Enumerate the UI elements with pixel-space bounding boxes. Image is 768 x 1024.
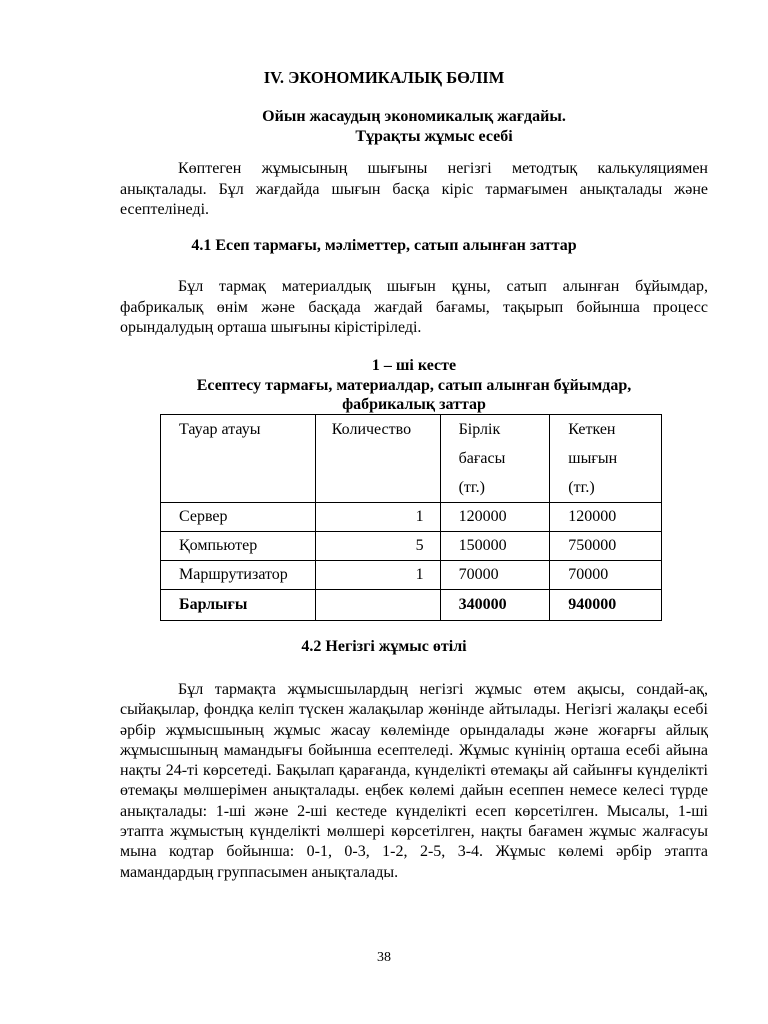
header-qty: Количество [315,415,440,503]
table-caption-title-line1: Есептесу тармағы, материалдар, сатып алынған бұйымдар, [196,377,632,394]
table-row [161,532,662,561]
cell-spent: 70000 [550,561,662,590]
cell-spent: 750000 [550,532,662,561]
subheading-line2: Тұрақты жұмыс есебі [355,128,513,145]
paragraph-materials: Бұл тармақ материалдық шығын құны, сатып алынған бұйымдар, фабрикалық өнім және басқада жағдай бағамы, тақырып бойынша процесс орындалудың орташа шығыны кірістіріледі. [120,278,708,336]
section-title-4-1: 4.1 Есеп тармағы, мәліметтер, сатып алынған заттар [191,237,577,254]
cell-spent: 120000 [550,503,662,532]
total-spent: 940000 [550,590,662,621]
cell-unit-price: 120000 [440,503,550,532]
cell-name: Сервер [161,503,316,532]
table-caption-title-line2: фабрикалық заттар [342,396,486,413]
header-spent: Кеткен шығын (тг.) [550,415,662,503]
cell-qty: 5 [315,532,440,561]
table-row [161,503,662,532]
cell-name: Қомпьютер [161,532,316,561]
table-header-row [161,415,662,503]
cell-qty: 1 [315,561,440,590]
total-unit-price: 340000 [440,590,550,621]
section-title-4-2: 4.2 Негізгі жұмыс өтілі [301,638,467,655]
table-caption-number: 1 – ші кесте [371,357,457,374]
cell-unit-price: 150000 [440,532,550,561]
subheading-line1: Ойын жасаудың экономикалық жағдайы. [262,108,566,125]
total-qty [315,590,440,621]
paragraph-intro: Көптеген жұмысының шығыны негізгі методтық калькуляциямен анықталады. Бұл жағдайда шығын басқа кіріс тармағымен анықталады және есептелінеді. [120,160,708,218]
cell-name: Маршрутизатор [161,561,316,590]
paragraph-salary: Бұл тармақта жұмысшылардың негізгі жұмыс өтем ақысы, сондай-ақ, сыйақылар, фондқа келіп түскен жалақылар жөнінде айтылады. Негізгі жалақы есебі әрбір жұмысшының жұмыс жасау көлемінде орындалады және жоғарғы айлық жұмысшының мамандығы бойынша есептеледі. Жұмыс күнінің орташа есебі айына нақты 24-ті көрсетеді. Бақылап қарағанда, күнделікті өтемақы ай сайынғы күнделікті өтемақы мөлшерімен анықталады. еңбек көлемі дайын есеппен немесе келесі түрде анықталады: 1-ші және 2-ші кестеде күнделікті есеп көрсетілген. Мысалы, 1-ші этапта жұмыстың күнделікті мөлшері көрсетілген, нақты бағамен жұмыс жалғасуы мына кодтар бойынша: 0-1, 0-3, 1-2, 2-5, 3-4. Жұмыс көлемі әрбір этапта мамандардың группасымен анықталады. [120,681,708,881]
cost-table [160,414,662,621]
total-label: Барлығы [161,590,316,621]
chapter-heading: IV. ЭКОНОМИКАЛЫҚ БӨЛІМ [263,68,505,87]
cell-qty: 1 [315,503,440,532]
header-unit-price: Бірлік бағасы (тг.) [440,415,550,503]
cell-unit-price: 70000 [440,561,550,590]
page-number: 38 [377,950,391,965]
header-name: Тауар атауы [161,415,316,503]
table-row [161,561,662,590]
table-total-row [161,590,662,621]
